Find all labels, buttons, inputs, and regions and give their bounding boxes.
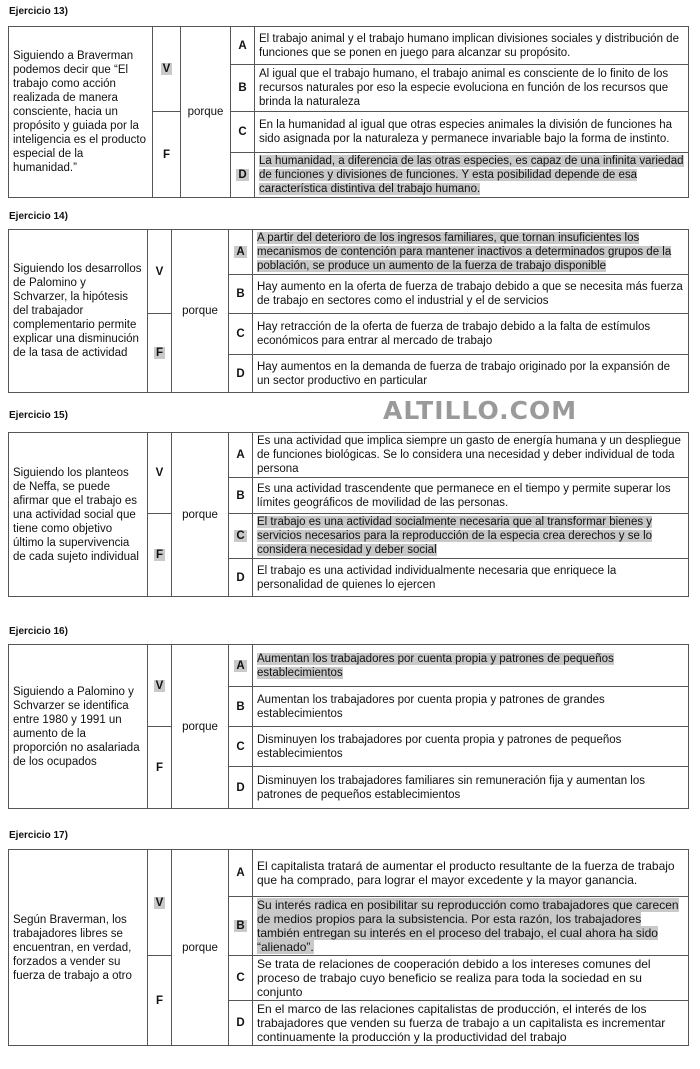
- true-label: V: [155, 265, 164, 278]
- option-text: Hay retracción de la oferta de fuerza de trabajo debido a la falta de estímulos económicos para entrar al mercado de trabajo: [257, 321, 651, 347]
- option-letter-cell[interactable]: [229, 687, 253, 727]
- statement-text: Según Braverman, los trabajadores libres se encuentran, en verdad, forzados a vender su fuerza de trabajo a otro: [9, 850, 148, 1046]
- false-label: F: [155, 994, 164, 1007]
- true-cell[interactable]: [148, 433, 172, 514]
- option-text-cell: [253, 687, 689, 727]
- option-letter: A: [236, 659, 245, 672]
- option-row: [9, 850, 689, 897]
- option-text-cell: [253, 1001, 689, 1046]
- option-text-cell: [253, 275, 689, 314]
- option-row: [9, 27, 689, 65]
- option-letter: C: [236, 972, 245, 984]
- option-text: Disminuyen los trabajadores por cuenta propia y patrones de pequeños establecimientos: [257, 733, 622, 760]
- statement-text: Siguiendo los desarrollos de Palomino y Schvarzer, la hipótesis del trabajador complementario permite explicar una disminución de la tasa de actividad: [9, 230, 148, 393]
- exercise-table: [8, 432, 689, 597]
- option-letter-cell[interactable]: [229, 478, 253, 514]
- option-letter: D: [236, 571, 245, 584]
- option-row: [9, 433, 689, 478]
- statement-text: Siguiendo a Palomino y Schvarzer se identifica entre 1980 y 1991 un aumento de la proporción no asalariada de los ocupados: [9, 645, 148, 809]
- exercise-title: Ejercicio 15): [9, 410, 68, 421]
- option-letter: D: [236, 367, 245, 380]
- option-letter: B: [236, 489, 245, 502]
- false-cell[interactable]: [148, 956, 172, 1046]
- false-cell[interactable]: [153, 112, 181, 198]
- option-letter-cell[interactable]: [229, 645, 253, 687]
- option-text: En la humanidad al igual que otras especies animales la división de funciones ha sido asignada por la naturaleza y permanece invariable bajo la forma de instinto.: [259, 119, 672, 145]
- option-text-cell: [255, 153, 689, 198]
- false-cell[interactable]: [148, 727, 172, 809]
- true-cell[interactable]: [153, 27, 181, 112]
- option-letter: C: [236, 740, 245, 753]
- option-text: El capitalista tratará de aumentar el producto resultante de la fuerza de trabajo que ha comprado, para lograr el mayor excedente y la mayor ganancia.: [257, 859, 675, 887]
- option-text: El trabajo animal y el trabajo humano implican divisiones sociales y distribución de funciones que se ponen en juego para alcanzar su propósito.: [259, 32, 679, 59]
- option-text: Disminuyen los trabajadores familiares sin remuneración fija y aumentan los patrones de pequeños establecimientos: [257, 774, 645, 801]
- option-letter: B: [238, 82, 247, 94]
- option-letter-cell[interactable]: [229, 314, 253, 355]
- option-text: Al igual que el trabajo humano, el trabajo animal es consciente de lo finito de los recursos naturales por eso la especie evoluciona en función de los recursos que brinda la naturaleza: [259, 68, 669, 108]
- true-cell[interactable]: [148, 850, 172, 956]
- exercise-title: Ejercicio 14): [9, 211, 68, 222]
- option-text-cell: [255, 65, 689, 112]
- option-row: [9, 230, 689, 275]
- true-label: V: [162, 63, 171, 75]
- option-letter: B: [236, 700, 245, 713]
- option-text: Aumentan los trabajadores por cuenta propia y patrones de pequeños establecimientos: [257, 652, 614, 679]
- option-letter-cell[interactable]: [229, 727, 253, 767]
- option-letter: B: [236, 288, 245, 300]
- option-text: La humanidad, a diferencia de las otras especies, es capaz de una infinita variedad de funciones y divisiones de funciones. Y esta posibilidad depende de esa característica distintiva del trabajo humano.: [259, 155, 684, 195]
- option-letter-cell[interactable]: [229, 767, 253, 809]
- false-cell[interactable]: [148, 514, 172, 597]
- false-label: F: [155, 347, 164, 359]
- option-text: Es una actividad que implica siempre un gasto de energía humana y un despliegue de funciones biológicas. Se lo considera una necesidad y deber individual de toda persona: [257, 435, 681, 475]
- option-letter-cell[interactable]: [229, 1001, 253, 1046]
- false-label: F: [155, 549, 164, 561]
- option-text-cell: [253, 767, 689, 809]
- option-letter-cell[interactable]: [229, 897, 253, 956]
- option-text: Hay aumentos en la demanda de fuerza de trabajo originado por la expansión de un sector productivo en particular: [257, 360, 671, 387]
- option-text: Su interés radica en posibilitar su reproducción como trabajadores que carecen de medios propios para la subsistencia. Por esta razón, los trabajadores también entregan su interés en el proceso del trabajo, el cual ahora ha sido “alienado”.: [257, 898, 679, 954]
- option-text: Es una actividad trascendente que permanece en el tiempo y permite superar los límites geográficos de movilidad de las personas.: [257, 482, 671, 509]
- false-label: F: [155, 761, 164, 774]
- exercise-table: [8, 644, 689, 809]
- option-text: En el marco de las relaciones capitalistas de producción, el interés de los trabajadores que venden su fuerza de trabajo a un capitalista es incrementar continuamente la producción y la productividad del trabajo: [257, 1002, 666, 1044]
- option-text-cell: [255, 27, 689, 65]
- option-letter: D: [236, 1017, 245, 1029]
- option-text: El trabajo es una actividad socialmente necesaria que al transformar bienes y servicios necesarios para la reproducción de la especia crea derechos y se lo considera necesidad y deber social: [257, 516, 653, 556]
- true-label: V: [155, 896, 164, 909]
- option-letter: A: [236, 246, 245, 258]
- option-row: [9, 645, 689, 687]
- porque-label: porque: [172, 850, 229, 1046]
- statement-text: Siguiendo los planteos de Neffa, se puede afirmar que el trabajo es una actividad social que tiene como objetivo último la supervivencia de cada sujeto individual: [9, 433, 148, 597]
- option-text-cell: [253, 433, 689, 478]
- exercise-table: [8, 229, 689, 393]
- option-text-cell: [253, 514, 689, 559]
- porque-label: porque: [172, 645, 229, 809]
- option-letter-cell[interactable]: [231, 153, 255, 198]
- option-text-cell: [253, 897, 689, 956]
- option-letter-cell[interactable]: [231, 65, 255, 112]
- exercise-table: [8, 26, 689, 198]
- option-text-cell: [253, 478, 689, 514]
- statement-text: Siguiendo a Braverman podemos decir que “El trabajo como acción realizada de manera consciente, hacia un propósito y guiada por la inteligencia es el producto especial de la humanidad.”: [9, 27, 153, 198]
- option-text-cell: [253, 355, 689, 393]
- option-text: A partir del deterioro de los ingresos familiares, que tornan insuficientes los mecanismos de contención para mantener inactivos a determinados grupos de la población, se produce un aumento de la fuerza de trabajo disponible: [257, 232, 672, 272]
- porque-label: porque: [181, 27, 231, 198]
- porque-label: porque: [172, 433, 229, 597]
- option-letter-cell[interactable]: [231, 27, 255, 65]
- false-label: F: [162, 148, 171, 161]
- option-letter: B: [236, 920, 245, 932]
- option-text-cell: [253, 727, 689, 767]
- option-letter-cell[interactable]: [229, 355, 253, 393]
- option-letter: A: [236, 449, 245, 461]
- watermark: ALTILLO.COM: [383, 396, 578, 425]
- true-label: V: [155, 679, 164, 692]
- option-letter-cell[interactable]: [229, 956, 253, 1001]
- option-text: El trabajo es una actividad individualmente necesaria que enriquece la personalidad de quienes lo ejercen: [257, 564, 617, 591]
- option-letter-cell[interactable]: [229, 230, 253, 275]
- false-cell[interactable]: [148, 314, 172, 393]
- option-letter-cell[interactable]: [229, 850, 253, 897]
- option-text-cell: [253, 850, 689, 897]
- true-cell[interactable]: [148, 645, 172, 727]
- option-letter-cell[interactable]: [229, 275, 253, 314]
- option-text: Se trata de relaciones de cooperación debido a los intereses comunes del proceso de trabajo cuyo beneficio se realiza para toda la sociedad en su conjunto: [257, 957, 651, 999]
- option-text-cell: [253, 956, 689, 1001]
- option-letter-cell[interactable]: [229, 559, 253, 597]
- option-text-cell: [255, 112, 689, 153]
- porque-label: porque: [172, 230, 229, 393]
- true-cell[interactable]: [148, 230, 172, 314]
- option-text: Hay aumento en la oferta de fuerza de trabajo debido a que se necesita más fuerza de trabajo en sectores como el industrial y el de servicios: [257, 281, 683, 307]
- option-text-cell: [253, 230, 689, 275]
- option-letter-cell[interactable]: [231, 112, 255, 153]
- option-letter: A: [238, 39, 247, 52]
- exercise-title: Ejercicio 17): [9, 830, 68, 841]
- option-text-cell: [253, 314, 689, 355]
- true-label: V: [155, 467, 164, 479]
- exercise-title: Ejercicio 13): [9, 6, 68, 17]
- option-text-cell: [253, 645, 689, 687]
- option-letter: D: [238, 169, 247, 181]
- option-letter-cell[interactable]: [229, 514, 253, 559]
- option-letter-cell[interactable]: [229, 433, 253, 478]
- option-letter: C: [238, 126, 247, 138]
- option-text: Aumentan los trabajadores por cuenta propia y patrones de grandes establecimientos: [257, 693, 605, 720]
- option-text-cell: [253, 559, 689, 597]
- option-letter: D: [236, 781, 245, 794]
- option-letter: A: [236, 867, 245, 879]
- option-letter: C: [236, 530, 245, 542]
- exercise-title: Ejercicio 16): [9, 626, 68, 637]
- option-letter: C: [236, 328, 245, 340]
- exercise-table: [8, 849, 689, 1046]
